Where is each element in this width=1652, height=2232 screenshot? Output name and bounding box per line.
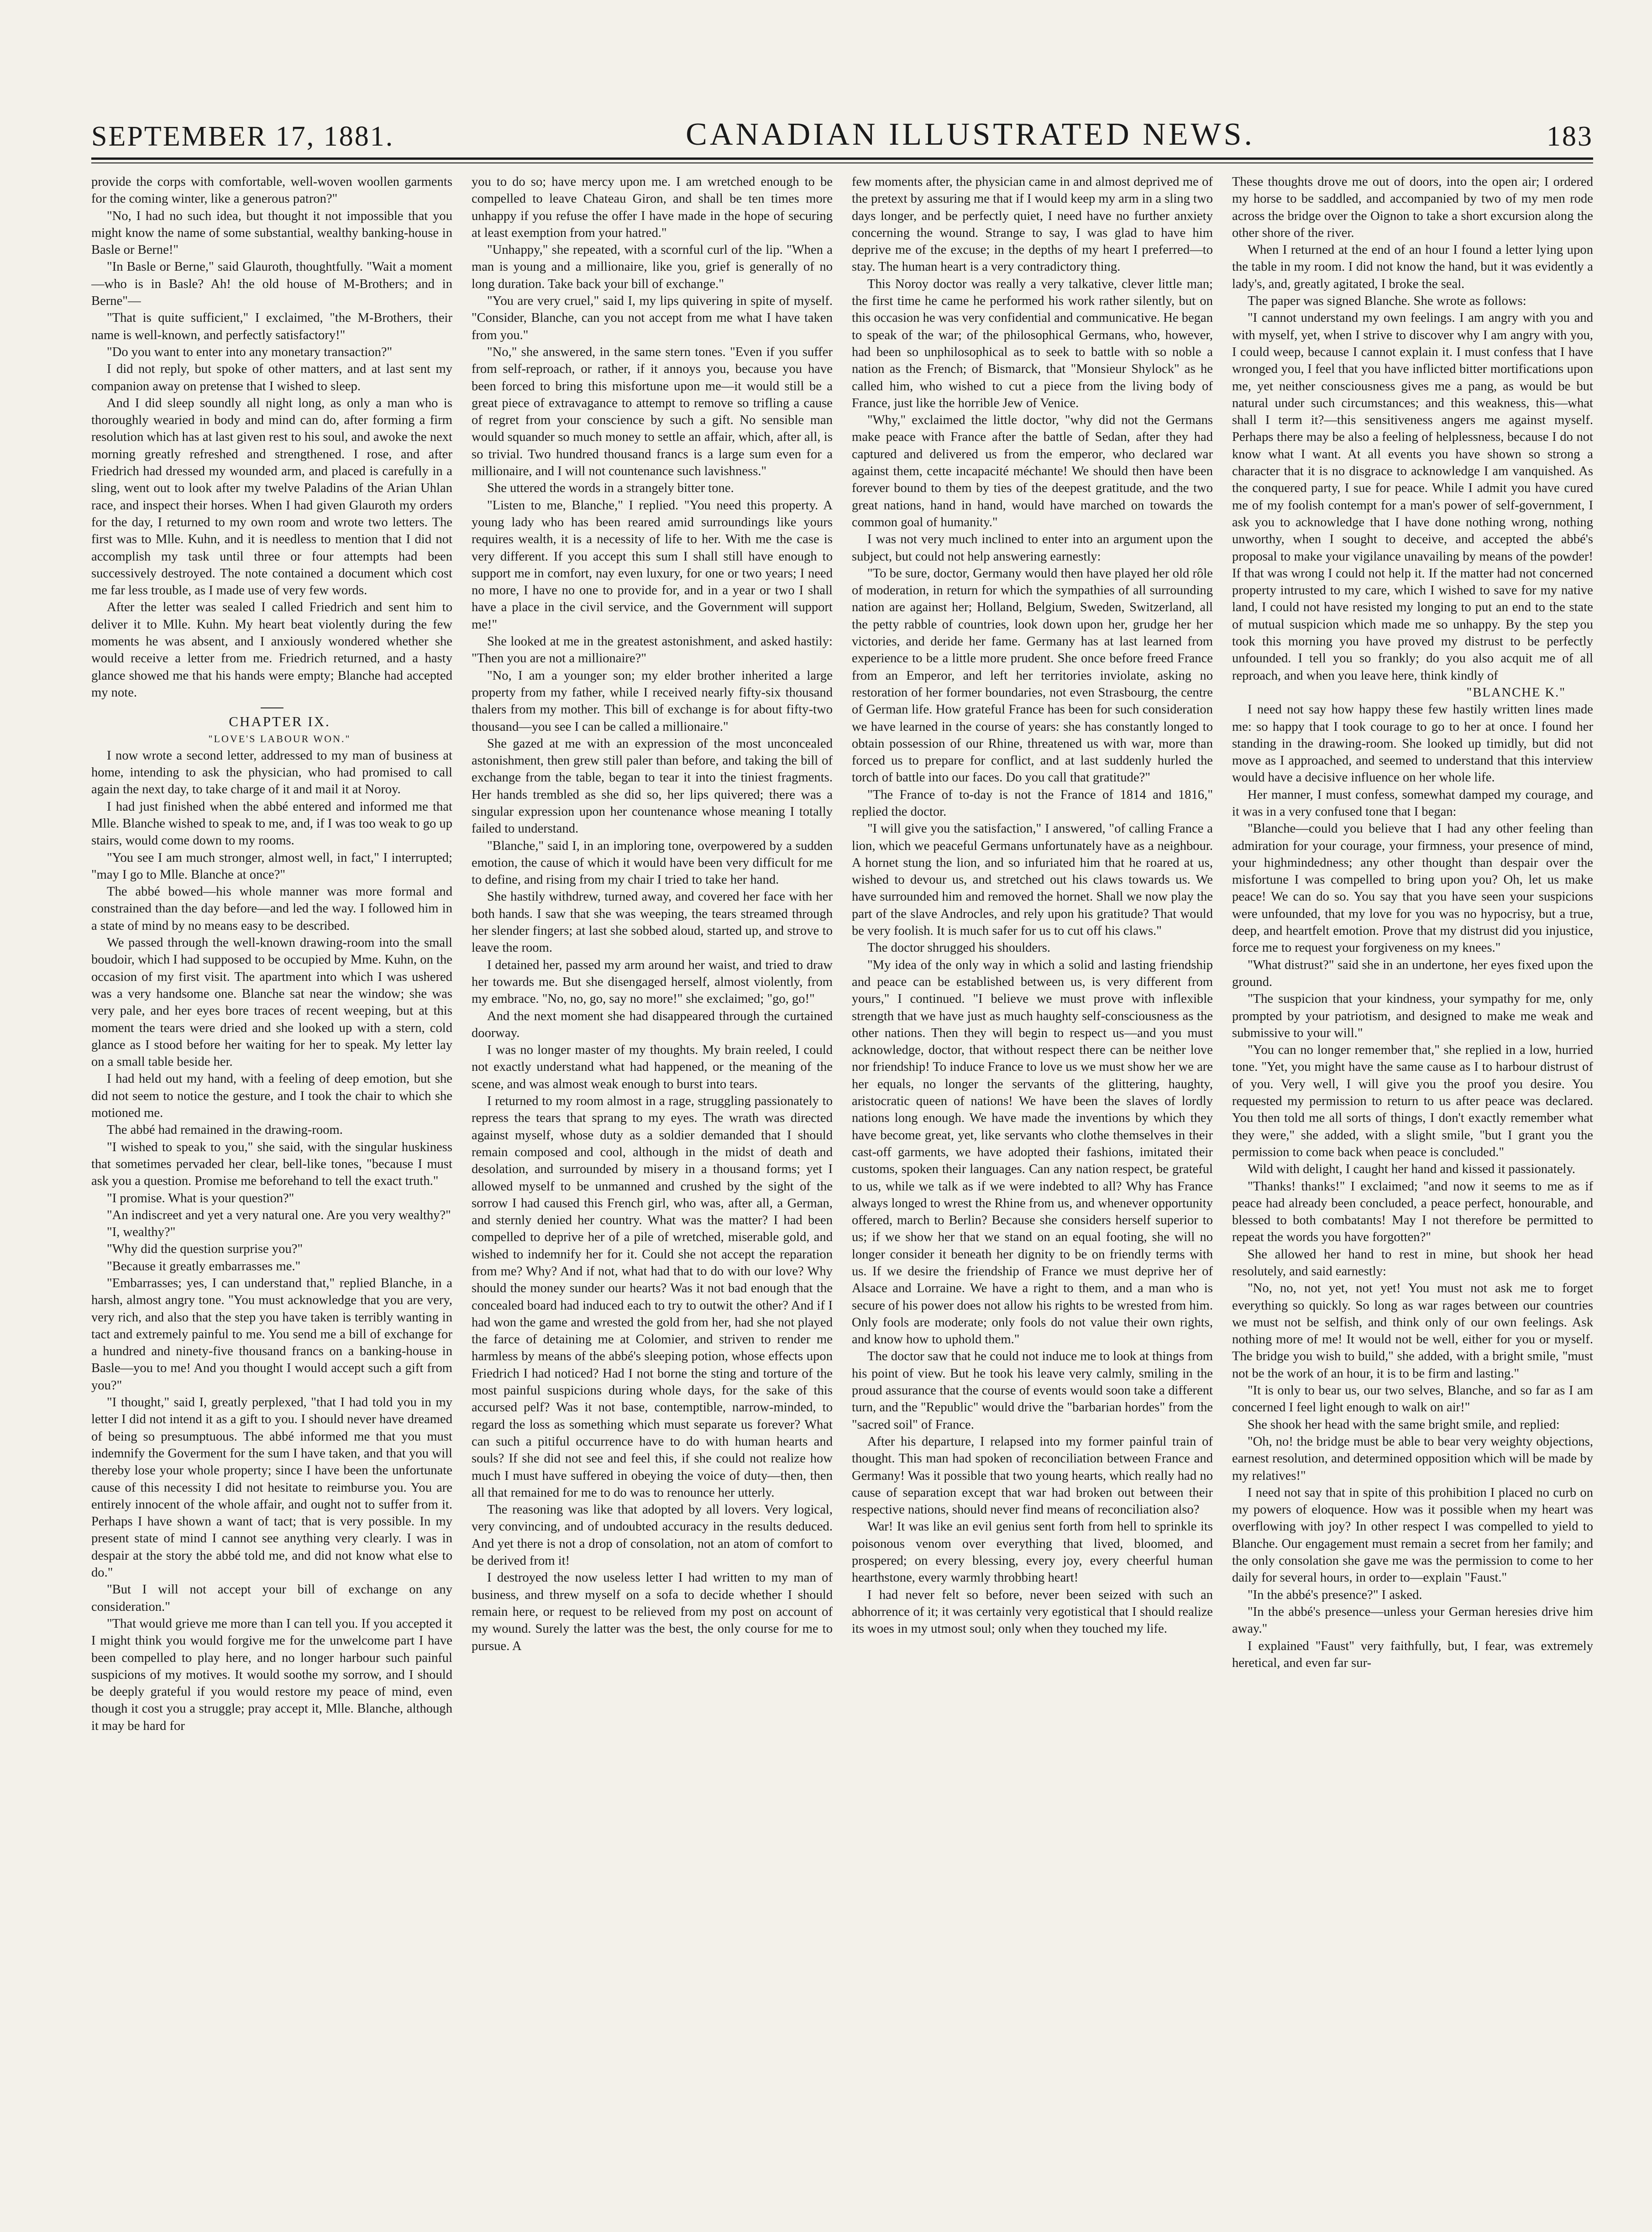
paragraph: "But I will not accept your bill of exchange on any consideration." <box>91 1582 452 1614</box>
paragraph: I had held out my hand, with a feeling of deep emotion, but she did not seem to notice the gesture, and I took the chair to which she motioned me. <box>91 1072 452 1121</box>
paragraph: "It is only to bear us, our two selves, Blanche, and so far as I am concerned I feel light enough to walk on air!" <box>1232 1383 1593 1415</box>
article-columns <box>91 173 1593 2209</box>
paragraph: This Noroy doctor was really a very talkative, clever little man; the first time he came he performed his work rather silently, but on this occasion he was very confidential and communicative. He began to speak of the war; of the philosophical Germans, who, however, had been so unphilosophical as to seek to battle with so noble a nation as the French; of Bismarck, that "Monsieur Shylock" as he called him, who wished to cut a piece from the living body of France, just like the horrible Jew of Venice. <box>852 277 1213 410</box>
paragraph: She hastily withdrew, turned away, and covered her face with her both hands. I saw that she was weeping, the tears streamed through her slender fingers; at last she sobbed aloud, started up, and strove to leave the room. <box>472 890 833 955</box>
paragraph: I had just finished when the abbé entered and informed me that Mlle. Blanche wished to speak to me, and, if I was too weak to go up stairs, would come down to my rooms. <box>91 799 452 848</box>
paragraph: "I cannot understand my own feelings. I am angry with you and with myself, yet, when I strive to discover why I am angry with you, I could weep, because I cannot explain it. I must confess that I have wronged you, I feel that you have inflicted bitter mortifications upon me, yet neither consciousness gives me a pang, as would be but natural under such circumstances; and this weakness, this—what shall I term it?—this sensitiveness angers me against myself. Perhaps there may be also a feeling of helplessness, because I do not know what I want. At all events you have shown so strong a character that it is no disgrace to acknowledge I am vanquished. As the conquered party, I sue for peace. While I admit you have cured me of my foolish contempt for a man's power of self-government, I ask you to acknowledge that I have done nothing wrong, nothing unworthy, when I sought to deceive, and accepted the abbé's proposal to make your vigilance unavailing by means of the powder! If that was wrong I could not help it. If the matter had not concerned property intrusted to my care, which I wished to save for my native land, I could not have resisted my longing to put an end to the state of mutual suspicion which made me so unhappy. By the step you took this morning you have proved my distrust to be perfectly unfounded. I tell you so frankly; do you also acquit me of all reproach, and when you leave here, think kindly of <box>1232 311 1593 683</box>
paragraph: The abbé bowed—his whole manner was more formal and constrained than the day before—and led the way. I followed him in a state of mind by no means easy to be described. <box>91 885 452 933</box>
issue-date: SEPTEMBER 17, 1881. <box>91 121 394 152</box>
paragraph: When I returned at the end of an hour I found a letter lying upon the table in my room. I did not know the hand, but it was evidently a lady's, and, greatly agitated, I broke the seal. <box>1232 243 1593 291</box>
paragraph: War! It was like an evil genius sent forth from hell to sprinkle its poisonous venom over everything that lived, bloomed, and prospered; on every blessing, every joy, every cheerful human hearthstone, every warmly throbbing heart! <box>852 1519 1213 1585</box>
paragraph: "No, no, not yet, not yet! You must not ask me to forget everything so quickly. So long as war rages between our countries we must not be selfish, and think only of our own feelings. Ask nothing more of me! It would not be well, either for you or myself. The bridge you wish to build," she added, with a bright smile, "must not be the work of an hour, it is to be firm and lasting." <box>1232 1281 1593 1381</box>
masthead <box>91 116 1593 153</box>
paragraph: I did not reply, but spoke of other matters, and at last sent my companion away on pretense that I wished to sleep. <box>91 362 452 393</box>
paragraph: few moments after, the physician came in and almost deprived me of the pretext by assuring me that if I would keep my arm in a sling two days longer, and be perfectly quiet, I need have no further anxiety concerning the wound. Strange to say, I was glad to have him deprive me of the excuse; in the depths of my heart I preferred—to stay. The human heart is a very contradictory thing. <box>852 175 1213 274</box>
paragraph: "Because it greatly embarrasses me." <box>107 1259 301 1273</box>
paragraph: She uttered the words in a strangely bitter tone. <box>487 481 734 496</box>
column-3 <box>852 173 1213 2209</box>
paragraph: "Thanks! thanks!" I exclaimed; "and now it seems to me as if peace had already been concluded, a peace perfect, honourable, and blessed to both combatants! May I not therefore be permitted to repeat the words you have forgotten?" <box>1232 1179 1593 1245</box>
newspaper-title: CANADIAN ILLUSTRATED NEWS. <box>686 117 1255 152</box>
paragraph: "No, I had no such idea, but thought it not impossible that you might know the name of some substantial, wealthy banking-house in Basle or Berne!" <box>91 209 452 257</box>
letter-signature: "BLANCHE K." <box>1466 685 1566 700</box>
paragraph: "Unhappy," she repeated, with a scornful curl of the lip. "When a man is young and a millionaire, like you, grief is generally of no long duration. Take back your bill of exchange." <box>472 243 833 291</box>
paragraph: "Oh, no! the bridge must be able to bear very weighty objections, earnest resolution, and determined opposition which will be made by my relatives!" <box>1232 1434 1593 1483</box>
paragraph: "What distrust?" said she in an undertone, her eyes fixed upon the ground. <box>1232 958 1593 989</box>
chapter-heading: CHAPTER IX. <box>229 713 330 730</box>
paragraph: The reasoning was like that adopted by all lovers. Very logical, very convincing, and of undoubted accuracy in the results deduced. And yet there is not a drop of consolation, not an atom of comfort to be derived from it! <box>472 1503 833 1568</box>
paragraph: "Blanche," said I, in an imploring tone, overpowered by a sudden emotion, the cause of which it would have been very difficult for me to define, and rising from my chair I tried to take her hand. <box>472 838 833 887</box>
paragraph: "My idea of the only way in which a solid and lasting friendship and peace can be established between us, is very different from yours," I continued. "I believe we must prove with inflexible strength that we have just as much haughty self-consciousness as the other nations. Then they will begin to respect us—and you must acknowledge, doctor, that without respect there can be neither love nor friendship! To induce France to love us we must show her we are her equals, no longer the servants of the glittering, haughty, aristocratic queen of nations! We have been the slaves of lordly nations long enough. We have made the inventions by which they have become great, yet, like servants who clothe themselves in their cast-off garments, we have adopted their fashions, imitated their customs, spoken their languages. Can any nation respect, be grateful to us, while we talk as if we were indebted to all? Why has France always longed to wrest the Rhine from us, and whenever opportunity offered, march to Berlin? Because she considers herself superior to us; if we show her that we stand on an equal footing, she will no longer consider it beneath her dignity to be on friendly terms with us. If we desire the friendship of France we must deprive her of Alsace and Lorraine. We have a right to them, and a man who is secure of his power does not allow his rights to be wrested from him. Only fools are moderate; only fools do not value their own rights, and know how to uphold them." <box>852 958 1213 1347</box>
paragraph: Wild with delight, I caught her hand and kissed it passionately. <box>1248 1162 1576 1177</box>
paragraph: And the next moment she had disappeared through the curtained doorway. <box>472 1009 833 1040</box>
header-rule-thin <box>91 162 1593 163</box>
column-1 <box>91 173 452 2209</box>
paragraph: These thoughts drove me out of doors, into the open air; I ordered my horse to be saddled, and accompanied by two of my men rode across the bridge over the Oignon to take a short excursion along the other shore of the river. <box>1232 175 1593 240</box>
paragraph: I destroyed the now useless letter I had written to my man of business, and threw myself on a sofa to decide whether I should remain here, or request to be relieved from my post on account of my wound. Surely the latter was the best, the only course for me to pursue. A <box>472 1571 833 1653</box>
paragraph: I need not say how happy these few hastily written lines made me: so happy that I took courage to go to her at once. I found her standing in the drawing-room. She looked up timidly, but did not move as I approached, and seemed to understand that this interview would have a decisive influence on her whole life. <box>1232 702 1593 785</box>
column-2 <box>472 173 833 2209</box>
paragraph: She allowed her hand to rest in mine, but shook her head resolutely, and said earnestly: <box>1232 1247 1593 1278</box>
chapter-subtitle: "LOVE'S LABOUR WON." <box>208 733 351 744</box>
paragraph: We passed through the well-known drawing-room into the small boudoir, which I had supposed to be occupied by Mme. Kuhn, on the occasion of my first visit. The apartment into which I was ushered was a very handsome one. Blanche sat near the window; she was very pale, and her eyes bore traces of recent weeping, but at this moment the tears were dried and she looked up with a stern, cold glance as I stood before her waiting for her to speak. My letter lay on a small table beside her. <box>91 936 452 1069</box>
paragraph: Her manner, I must confess, somewhat damped my courage, and it was in a very confused tone that I began: <box>1232 787 1593 819</box>
page-number: 183 <box>1546 121 1593 152</box>
paragraph: "Why," exclaimed the little doctor, "why did not the Germans make peace with France after the battle of Sedan, after they had captured and delivered us from the emperor, who declared war against them, cette incapacité méchante! We should then have been forever bound to them by ties of the deepest gratitude, and the two great nations, hand in hand, would have marched on towards the common goal of humanity." <box>852 413 1213 529</box>
paragraph: "In Basle or Berne," said Glauroth, thoughtfully. "Wait a moment—who is in Basle? Ah! the old house of M-Brothers; and in Berne"— <box>91 260 452 309</box>
paragraph: "Do you want to enter into any monetary transaction?" <box>107 345 393 359</box>
paragraph: I had never felt so before, never been seized with such an abhorrence of it; it was certainly very egotistical that I should realize its woes in my utmost soul; only when they touched my life. <box>852 1588 1213 1636</box>
paragraph: I was not very much inclined to enter into an argument upon the subject, but could not help answering earnestly: <box>852 532 1213 564</box>
paragraph: "Why did the question surprise you?" <box>107 1242 303 1257</box>
paragraph: I detained her, passed my arm around her waist, and tried to draw her towards me. But she disengaged herself, almost violently, from my embrace. "No, no, go, say no more!" she exclaimed; "go, go!" <box>472 958 833 1006</box>
paragraph: "Embarrasses; yes, I can understand that," replied Blanche, in a harsh, almost angry tone. "You must acknowledge that you are very, very rich, and also that the step you have taken is terribly wanting in tact and extremely painful to me. You send me a bill of exchange for a hundred and ninety-five thousand francs on a banking-house in Basle—you to me! And you thought I would accept such a gift from you?" <box>91 1276 452 1393</box>
paragraph: "I wished to speak to you," she said, with the singular huskiness that sometimes pervaded her clear, bell-like tones, "because I must ask you a question. Promise me beforehand to tell the exact truth." <box>91 1140 452 1189</box>
paragraph: "No, I am a younger son; my elder brother inherited a large property from my father, while I received nearly fifty-six thousand thalers from my mother. This bill of exchange is for about fifty-two thousand—you see I can be called a millionaire." <box>472 668 833 734</box>
chapter-divider <box>261 707 283 708</box>
paragraph: "That is quite sufficient," I exclaimed, "the M-Brothers, their name is well-known, and perfectly satisfactory!" <box>91 311 452 342</box>
paragraph: "That would grieve me more than I can tell you. If you accepted it I might think you would forgive me for the unwelcome part I have been compelled to play here, and no longer harbour such painful suspicions of my motives. It would soothe my sorrow, and I should be deeply grateful if you would restore my peace of mind, even though it cost you a struggle; pray accept it, Mlle. Blanche, although it may be hard for <box>91 1616 452 1733</box>
paragraph: "Blanche—could you believe that I had any other feeling than admiration for your courage, your firmness, your presence of mind, your highmindedness; any other thought than despair over the misfortune I was compelled to bring upon you? Oh, let us make peace! We can do so. You say that you have seen your suspicions were unfounded, that my love for you was no hypocrisy, but a true, deep, and heartfelt emotion. Prove that my distrust did you injustice, force me to request your forgiveness on my knees." <box>1232 822 1593 955</box>
paragraph: The doctor saw that he could not induce me to look at things from his point of view. But he took his leave very calmly, smiling in the proud assurance that the course of events would soon take a different turn, and the "Republic" would drive the "barbarian hordes" from the "sacred soil" of France. <box>852 1349 1213 1432</box>
paragraph: The paper was signed Blanche. She wrote as follows: <box>1248 294 1526 309</box>
paragraph: "Listen to me, Blanche," I replied. "You need this property. A young lady who has been reared amid surroundings like yours requires wealth, it is a necessity of life to her. With me the case is very different. If you accept this sum I shall still have enough to support me in comfort, nay even luxury, for one or two years; I need no more, I have no one to provide for, and in a year or two I shall have a place in the civil service, and the Government will support me!" <box>472 498 833 632</box>
paragraph: you to do so; have mercy upon me. I am wretched enough to be compelled to leave Chateau Giron, and shall be ten times more unhappy if you refuse the offer I have made in the hope of securing at least exemption from your hatred." <box>472 175 833 240</box>
paragraph: She gazed at me with an expression of the most unconcealed astonishment, then grew still paler than before, and taking the bill of exchange from the table, began to tear it into the tiniest fragments. Her hands trembled as she did so, her lips quivered; there was a singular expression upon her countenance whose meaning I totally failed to understand. <box>472 736 833 836</box>
paragraph: The doctor shrugged his shoulders. <box>867 941 1051 955</box>
paragraph: And I did sleep soundly all night long, as only a man who is thoroughly wearied in body and mind can do, after forming a firm resolution which has at last given rest to his soul, and awoke the next morning greatly refreshed and strengthened. I rose, and after Friedrich had dressed my wounded arm, and placed is carefully in a sling, went out to look after my twelve Paladins of the Arian Uhlan race, and inspect their horses. When I had given Glauroth my orders for the day, I returned to my own room and wrote two letters. The first was to Mlle. Kuhn, and it is needless to mention that I did not accomplish my task until three or four attempts had been successively destroyed. The note contained a document which cost me far less trouble, as I made use of very few words. <box>91 396 452 598</box>
paragraph: I explained "Faust" very faithfully, but, I fear, was extremely heretical, and even far sur- <box>1232 1639 1593 1670</box>
paragraph: "I promise. What is your question?" <box>107 1191 294 1205</box>
paragraph: After his departure, I relapsed into my former painful train of thought. This man had spoken of reconciliation between France and Germany! Was it possible that two young hearts, which really had no cause of separation except that war had broken out between their respective nations, should never find means of reconciliation also? <box>852 1434 1213 1517</box>
paragraph: provide the corps with comfortable, well-woven woollen garments for the coming winter, like a generous patron?" <box>91 175 452 206</box>
paragraph: I was no longer master of my thoughts. My brain reeled, I could not exactly understand what had happened, or the meaning of the scene, and was almost weak enough to burst into tears. <box>472 1043 833 1091</box>
paragraph: "You see I am much stronger, almost well, in fact," I interrupted; "may I go to Mlle. Blanche at once?" <box>91 850 452 882</box>
paragraph: I now wrote a second letter, addressed to my man of business at home, intending to ask the physician, who had promised to call again the next day, to take charge of it and mail it at Noroy. <box>91 748 452 797</box>
paragraph: "You can no longer remember that," she replied in a low, hurried tone. "Yet, you might have the same cause as I to harbour distrust of of you. Very well, I will give you the proof you desire. You requested my permission to return to us after peace was declared. You then told me all sorts of things, I don't exactly remember what they were," she added, with a slight smile, "but I grant you the permission to come back when peace is concluded." <box>1232 1043 1593 1159</box>
paragraph: "I, wealthy?" <box>107 1225 176 1240</box>
header-rule <box>91 157 1593 160</box>
paragraph: I need not say that in spite of this prohibition I placed no curb on my powers of eloquence. How was it possible when my heart was overflowing with joy? In other respect I was compelled to yield to Blanche. Our engagement must remain a secret from her family; and the only consolation she gave me was the permission to come to her daily for several hours, in order to—explain "Faust." <box>1232 1485 1593 1585</box>
paragraph: After the letter was sealed I called Friedrich and sent him to deliver it to Mlle. Kuhn. My heart beat violently during the few moments he was absent, and I anxiously wondered whether she would receive a letter from me. Friedrich returned, and a hasty glance showed me that his hands were empty; Blanche had accepted my note. <box>91 600 452 700</box>
paragraph: "In the abbé's presence—unless your German heresies drive him away." <box>1232 1604 1593 1636</box>
paragraph: "I thought," said I, greatly perplexed, "that I had told you in my letter I did not intend it as a gift to you. I should never have dreamed of being so presumptuous. The abbé informed me that you must indemnify the Goverment for the sum I have taken, and that you will thereby lose your whole property; since I have been the unfortunate cause of this necessity I did not hesitate to reimburse you. You are entirely innocent of the whole affair, and ought not to suffer from it. Perhaps I have shown a want of tact; that is very possible. In my present state of mind I cannot see anything very clearly. I was in despair at the story the abbé told me, and did not know what else to do." <box>91 1395 452 1580</box>
paragraph: "You are very cruel," said I, my lips quivering in spite of myself. "Consider, Blanche, can you not accept from me what I have taken from you." <box>472 294 833 342</box>
paragraph: "I will give you the satisfaction," I answered, "of calling France a lion, which we peaceful Germans unfortunately have as a neighbour. A hornet stung the lion, and so infuriated him that he roared at us, wished to devour us, and stretched out his claws towards us. We have surrounded him and removed the hornet. Shall we now play the part of the slave Androcles, and rely upon his gratitude? That would be very foolish. It is much safer for us to cut off his claws." <box>852 822 1213 938</box>
paragraph: The abbé had remained in the drawing-room. <box>107 1123 343 1137</box>
paragraph: "No," she answered, in the same stern tones. "Even if you suffer from self-reproach, or rather, if it annoys you, because you have been forced to bring this misfortune upon me—it would still be a great piece of extravagance to attempt to remove so trifling a cause of regret from your conscience by such a gift. No sensible man would squander so much money to settle an affair, which, after all, is so trivial. Two hundred thousand francs is a large sum even for a millionaire, and I will not countenance such lavishness." <box>472 345 833 479</box>
paragraph: She looked at me in the greatest astonishment, and asked hastily: "Then you are not a millionaire?" <box>472 634 833 666</box>
paragraph: I returned to my room almost in a rage, struggling passionately to repress the tears that sprang to my eyes. The wrath was directed against myself, whose duty as a soldier demanded that I should remain composed and cool, although in the midst of death and desolation, and surrounded by misery in a thousand forms; yet I allowed myself to be unmanned and crushed by the sight of the sorrow I had caused this French girl, who was, after all, a German, and sternly denied her country. What was the matter? I had been compelled to deprive her of a pile of wretched, miserable gold, and wished to indemnify her for it. Could she not accept the reparation from me? Why? And if not, what had that to do with our love? Why should the money sunder our hearts? Was it not bad enough that the concealed board had induced each to try to outwit the other? And if I had won the game and wrested the gold from her, had she not played the farce of detaining me at Colomier, and striven to render me harmless by means of the abbé's sleeping potion, whose effects upon Friedrich I had noticed? Had I not borne the sting and torture of the most painful suspicions during whole days, for the sake of this accursed pelf? Was it not base, contemptible, narrow-minded, to regard the loss as something which must separate us forever? What can such a pitiful occurrence have to do with human hearts and souls? If she did not see and feel this, if she could not realize how much I must have suffered in obeying the voice of duty—then, then all that remained for me to do was to renounce her utterly. <box>472 1094 833 1500</box>
paragraph: "The France of to-day is not the France of 1814 and 1816," replied the doctor. <box>852 787 1213 819</box>
paragraph: "An indiscreet and yet a very natural one. Are you very wealthy?" <box>107 1208 451 1222</box>
paragraph: "The suspicion that your kindness, your sympathy for me, only prompted by your patriotism, and designed to make me weak and submissive to your will." <box>1232 992 1593 1040</box>
paragraph: She shook her head with the same bright smile, and replied: <box>1248 1417 1560 1432</box>
paragraph: "To be sure, doctor, Germany would then have played her old rôle of moderation, in return for which the sympathies of all surrounding nation are against her; Holland, Belgium, Sweden, Switzerland, all the petty rabble of countries, look down upon her, grudge her her victories, and deride her fame. Germany has at last learned from experience to be a little more prudent. She once before freed France from an Emperor, and left her territories inviolate, asking no restoration of her former boundaries, not even Strasbourg, the centre of German life. How grateful France has been for such consideration we have learned in the course of years: she has constantly longed to obtain possession of our Rhine, threatened us with war, more than forced us to prepare for conflict, and at last suddenly hurled the torch of battle into our faces. Do you call that gratitude?" <box>852 566 1213 785</box>
column-4 <box>1232 173 1593 2209</box>
paragraph: "In the abbé's presence?" I asked. <box>1248 1588 1422 1602</box>
